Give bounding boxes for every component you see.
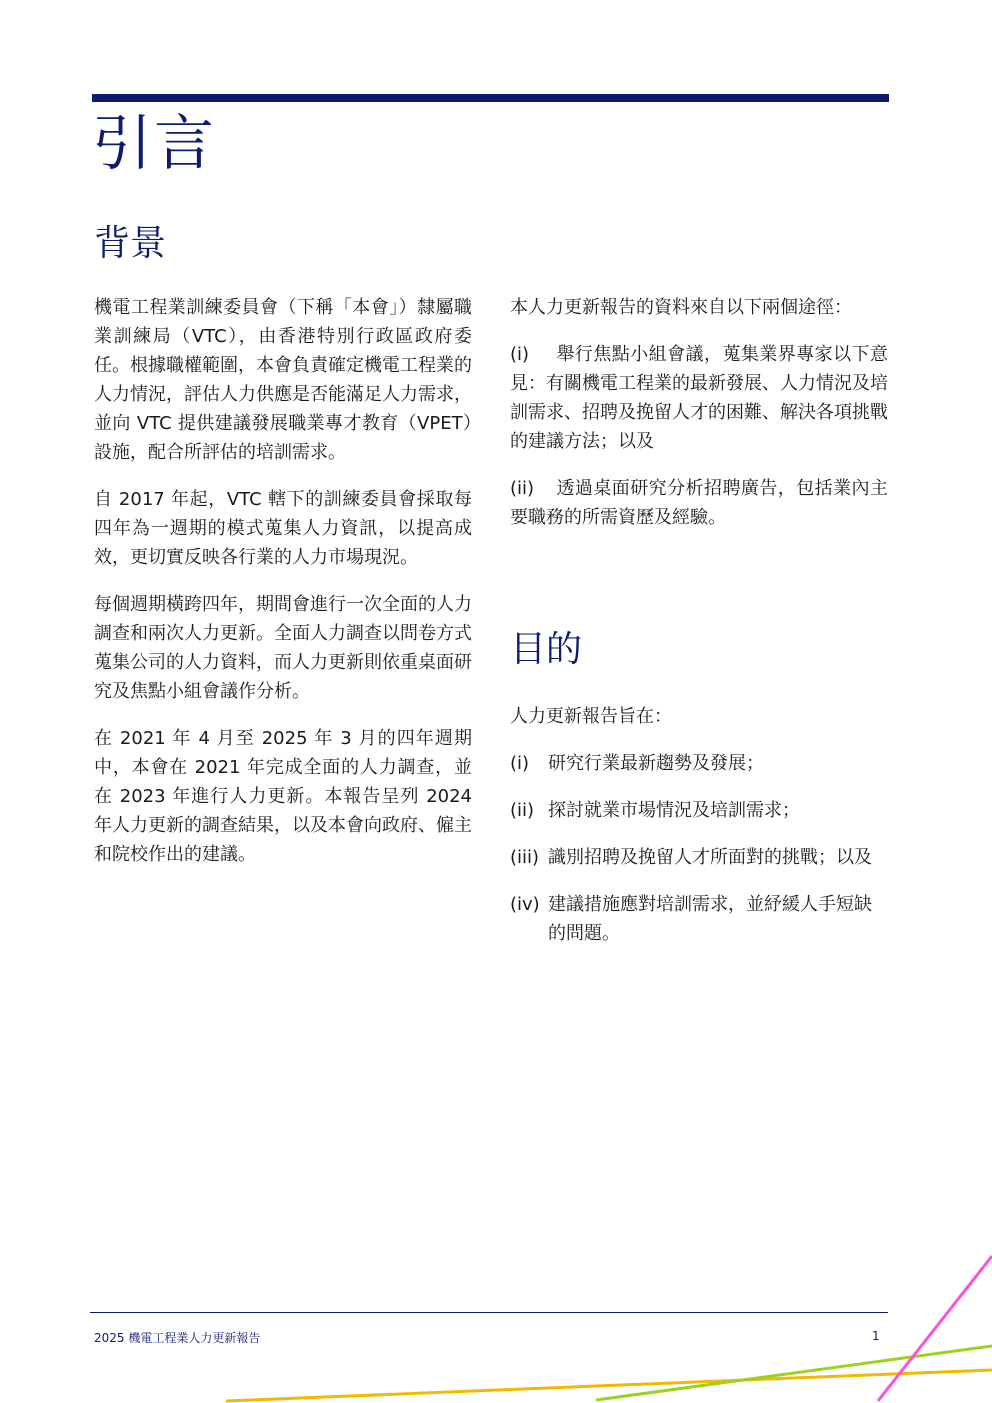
purpose-item-number: (ii) [510,800,535,821]
sources-intro: 本人力更新報告的資料來自以下兩個途徑： [510,297,852,318]
footer-title: 2025 機電工程業人力更新報告 [94,1331,261,1345]
purpose-item-text: 研究行業最新趨勢及發展； [548,753,764,774]
source-item-number: (i) [510,344,530,365]
source-item-text: 透過桌面研究分析招聘廣告，包括業內主要職務的所需資歷及經驗。 [510,478,888,528]
purpose-item-text: 識別招聘及挽留人才所面對的挑戰；以及 [548,847,872,868]
purpose-item-text: 建議措施應對培訓需求，並紓緩人手短缺的問題。 [548,894,872,944]
purpose-heading: 目的 [510,629,583,670]
purpose-item-number: (iv) [510,894,540,915]
background-heading: 背景 [94,223,167,264]
purpose-item-number: (i) [510,753,530,774]
magenta-accent-line [878,1256,992,1401]
purpose-item-number: (iii) [510,847,540,868]
yellow-accent-line [226,1370,992,1401]
purpose-item-text: 探討就業市場情況及培訓需求； [548,800,800,821]
purpose-intro: 人力更新報告旨在： [510,706,672,727]
background-paragraph-1: 機電工程業訓練委員會（下稱「本會」）隸屬職業訓練局（VTC），由香港特別行政區政府委任。根據職權範圍，本會負責確定機電工程業的人力情況，評估人力供應是否能滿足人力需求，並向 VTC 提供建議發展職業專才教育（VPET）設施，配合所評估的培訓需求。 [94,297,472,463]
page-number: 1 [872,1329,880,1343]
source-item-text: 舉行焦點小組會議，蒐集業界專家以下意見：有關機電工程業的最新發展、人力情況及培訓需求、招聘及挽留人才的困難、解決各項挑戰的建議方法；以及 [510,344,888,452]
background-paragraph-2: 自 2017 年起，VTC 轄下的訓練委員會採取每四年為一週期的模式蒐集人力資訊，以提高成效，更切實反映各行業的人力市場現況。 [94,489,472,568]
page-title: 引言 [92,109,216,179]
source-item-number: (ii) [510,478,535,499]
background-paragraph-4: 在 2021 年 4 月至 2025 年 3 月的四年週期中，本會在 2021 年完成全面的人力調查，並在 2023 年進行人力更新。本報告呈列 2024 年人力更新的調查結果，以及本會向政府、僱主和院校作出的建議。 [94,728,472,865]
background-paragraph-3: 每個週期橫跨四年，期間會進行一次全面的人力調查和兩次人力更新。全面人力調查以問卷方式蒐集公司的人力資料，而人力更新則依重桌面研究及焦點小組會議作分析。 [94,594,472,702]
